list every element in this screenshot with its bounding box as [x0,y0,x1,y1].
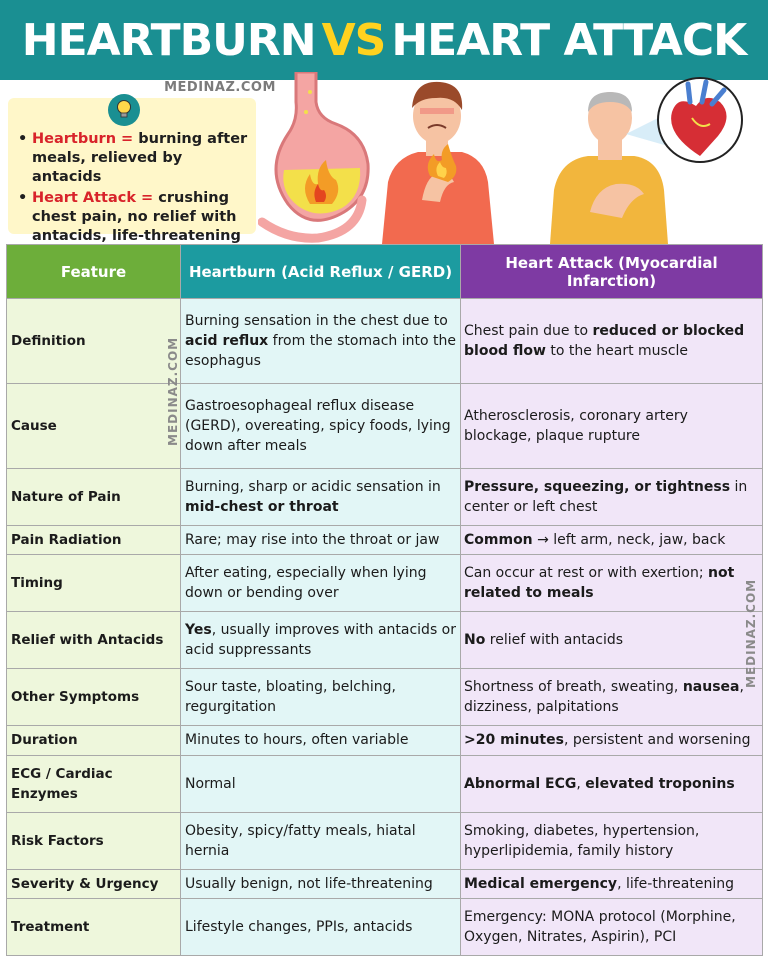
feature-cell: Treatment [7,898,181,955]
feature-cell: Definition [7,299,181,384]
heart-attack-cell [461,669,763,726]
cell-text: Obesity, spicy/fatty meals, hiatal hernia [185,822,416,859]
feature-cell: Other Symptoms [7,669,181,726]
title-heart-attack: HEART ATTACK [391,14,747,66]
table-row [7,898,763,955]
table-body [7,299,763,956]
cell-text: Pressure, squeezing, or tightness [464,478,731,495]
heartburn-cell [181,869,461,898]
heartburn-cell [181,726,461,755]
table-row [7,812,763,869]
cell-text: Minutes to hours, often variable [185,732,409,749]
cell-text: , life-threatening [617,875,734,892]
stomach-illustration [258,72,378,244]
table-row [7,869,763,898]
heart-attack-cell [461,612,763,669]
title-heartburn: HEARTBURN [21,14,316,66]
title-vs: VS [321,14,386,66]
cell-text: relief with antacids [485,632,624,649]
heart-attack-cell [461,898,763,955]
cell-text: → left arm, neck, jaw, back [532,531,726,548]
header-heart-attack: Heart Attack (Myocardial Infarction) [461,245,763,299]
feature-cell: Relief with Antacids [7,612,181,669]
feature-cell: Severity & Urgency [7,869,181,898]
key-point-term: Heart Attack = [32,190,154,206]
heartburn-cell [181,669,461,726]
cell-text: After eating, especially when lying down or bending over [185,565,427,602]
brand-label: MEDINAZ.COM [164,80,276,95]
heart-attack-person-illustration [540,72,760,244]
cell-text: , persistent and worsening [563,732,751,749]
feature-cell: Risk Factors [7,812,181,869]
cell-text: in center or left chest [464,478,748,515]
cell-text: Medical emergency [464,875,618,892]
key-point [18,130,250,187]
feature-cell: Duration [7,726,181,755]
cell-text: No [464,632,486,649]
table-row [7,468,763,525]
heartburn-cell [181,755,461,812]
feature-cell: Nature of Pain [7,468,181,525]
cell-text: , [576,775,586,792]
comparison-table [6,244,763,956]
table-row [7,525,763,554]
cell-text: Normal [185,775,236,792]
table-row [7,726,763,755]
cell-text: Gastroesophageal reflux disease (GERD), overeating, spicy foods, lying down after meals [185,397,451,454]
table-row [7,669,763,726]
cell-text: Burning, sharp or acidic sensation in [185,478,441,495]
heartburn-cell [181,812,461,869]
table-row [7,299,763,384]
cell-text: Atherosclerosis, coronary artery blockage, plaque rupture [464,407,688,444]
cell-text: Yes [185,622,212,639]
cell-text: Smoking, diabetes, hypertension, hyperlipidemia, family history [464,822,700,859]
cell-text: Chest pain due to [464,322,593,339]
cell-text: Can occur at rest or with exertion; [464,565,709,582]
cell-text: acid reflux [185,332,269,349]
heart-attack-cell [461,755,763,812]
cell-text: , dizziness, palpitations [464,679,744,716]
table-header-row [7,245,763,299]
heartburn-cell [181,612,461,669]
heartburn-cell [181,555,461,612]
key-point-text: burning after meals, relieved by antacids [32,131,248,185]
heart-attack-cell [461,812,763,869]
key-point [18,189,250,246]
key-point-term: Heartburn = [32,131,134,147]
feature-cell: Timing [7,555,181,612]
cell-text: Sour taste, bloating, belching, regurgitation [185,679,396,716]
title-banner [0,0,768,80]
heartburn-cell [181,383,461,468]
cell-text: mid-chest or throat [185,498,339,515]
table-row [7,383,763,468]
page-title [22,15,746,66]
heart-attack-cell [461,299,763,384]
heartburn-cell [181,525,461,554]
heart-attack-cell [461,555,763,612]
table-row [7,555,763,612]
lightbulb-icon [108,94,140,126]
cell-text: Burning sensation in the chest due to [185,312,448,329]
cell-text: Abnormal ECG [464,775,577,792]
cell-text: Usually benign, not life-threatening [185,875,433,892]
cell-text: , usually improves with antacids or acid suppressants [185,622,457,659]
cell-text: Shortness of breath, sweating, [464,679,683,696]
cell-text: Common [464,531,533,548]
feature-cell: ECG / Cardiac Enzymes [7,755,181,812]
watermark-left: MEDINAZ.COM [166,336,180,446]
heart-attack-cell [461,525,763,554]
feature-cell: Cause [7,383,181,468]
cell-text: Lifestyle changes, PPIs, antacids [185,918,413,935]
cell-text: not related to meals [464,565,735,602]
cell-text: reduced or blocked blood flow [464,322,745,359]
cell-text: Rare; may rise into the throat or jaw [185,531,440,548]
heartburn-person-illustration [378,72,498,244]
heart-attack-cell [461,869,763,898]
cell-text: >20 minutes [464,732,564,749]
table-row [7,755,763,812]
key-points-box [8,98,256,244]
heartburn-cell [181,898,461,955]
cell-text: from the stomach into the esophagus [185,332,456,369]
cell-text: to the heart muscle [545,342,689,359]
heartburn-cell [181,468,461,525]
header-feature: Feature [7,245,181,299]
header-heartburn: Heartburn (Acid Reflux / GERD) [181,245,461,299]
key-point-text: crushing chest pain, no relief with antacids, life-threatening [32,190,241,244]
heart-attack-cell [461,468,763,525]
cell-text: elevated troponins [585,775,735,792]
heartburn-cell [181,299,461,384]
table-row [7,612,763,669]
heart-attack-cell [461,383,763,468]
watermark-right: MEDINAZ.COM [744,578,758,688]
heart-attack-cell [461,726,763,755]
cell-text: nausea [682,679,740,696]
key-points-list [18,130,250,246]
feature-cell: Pain Radiation [7,525,181,554]
cell-text: Emergency: MONA protocol (Morphine, Oxygen, Nitrates, Aspirin), PCI [464,908,736,945]
